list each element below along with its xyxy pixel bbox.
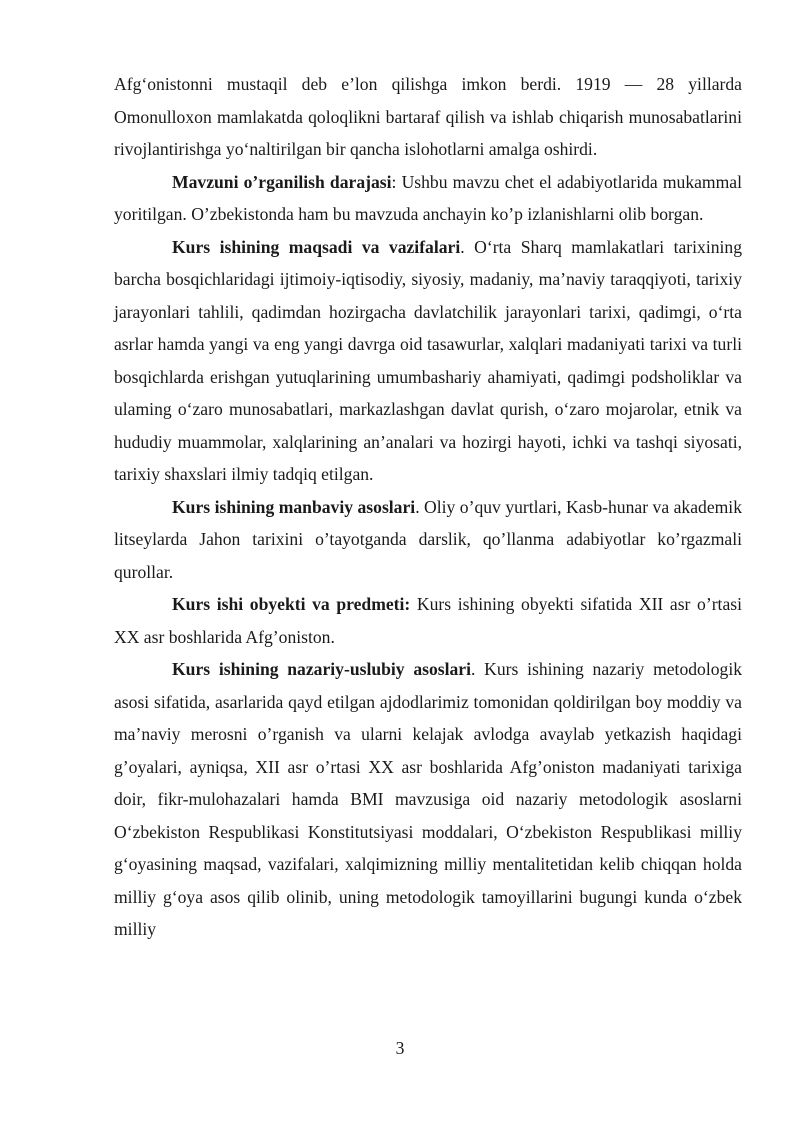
paragraph-heading: Kurs ishining maqsadi va vazifalari (172, 236, 461, 257)
paragraph-study-level (114, 166, 742, 231)
paragraph-sources (114, 491, 742, 589)
paragraph-body: . Oliy o’quv yurtlari, Kasb-hunar va akademik litseylarda Jahon tarixini o’tayotganda darslik, qo’llanma adabiyotlar ko’rgazmali qurollar. (114, 496, 742, 582)
paragraph-continuation (114, 68, 742, 166)
paragraph-body: : Ushbu mavzu chet el adabiyotlarida mukammal yoritilgan. O’zbekistonda ham bu mavzuda anchayin ko’p izlanishlarni olib borgan. (114, 171, 743, 224)
paragraph-theoretical-basis (114, 653, 742, 946)
paragraph-heading: Kurs ishining nazariy-uslubiy asoslari (172, 659, 472, 679)
paragraph-body: Kurs ishining obyekti sifatida XII asr o’rtasi XX asr boshlarida Afg’oniston. (114, 594, 742, 647)
paragraph-body: . O‘rta Sharq mamlakatlari tarixining barcha bosqichlaridagi ijtimoiy-iqtisodiy, siyosiy, madaniy, ma’naviy taraqqiyoti, tarixiy jarayonlari tahlili, qadimdan hozirgacha davlatchilik jarayonlari tarixi, qadimgi, o‘rta asrlar hamda yangi va eng yangi davrga oid tasawurlar, xalqlari madaniyati tarixi va turli bosqichlarda erishgan yutuqlarining umumbashariy ahamiyati, qadimgi podsholiklar va ulaming o‘zaro munosabatlari, markazlashgan davlat qurish, o‘zaro mojarolar, etnik va hududiy muammolar, xalqlarining an’analari va hozirgi hayoti, ichki va tashqi siyosati, tarixiy shaxslari ilmiy tadqiq etilgan. (114, 236, 742, 484)
paragraph-body: Afg‘onistonni mustaqil deb e’lon qilishga imkon berdi. 1919 — 28 yillarda Omonulloxon mamlakatda qoloqlikni bartaraf qilish va ishlab chiqarish munosabatlarini rivojlantirishga yo‘naltirilgan bir qancha islohotlarni amalga oshirdi. (114, 74, 742, 159)
paragraph-body: . Kurs ishining nazariy metodologik asosi sifatida, asarlarida qayd etilgan ajdodlarimiz tomonidan qoldirilgan boy moddiy va ma’naviy merosni o’rganish va ularni kelajak avlodga avaylab yetkazish haqidagi g’oyalari, ayniqsa, XII asr o’rtasi XX asr boshlarida Afg’oniston madaniyati tarixiga doir, fikr-mulohazalari hamda BMI mavzusiga oid nazariy metodologik asoslarni O‘zbekiston Respublikasi Konstitutsiyasi moddalari, O‘zbekiston Respublikasi milliy g‘oyasining maqsad, vazifalari, xalqimizning milliy mentalitetidan kelib chiqqan holda milliy g‘oya asos qilib olinib, uning metodologik tamoyillarini bugungi kunda o‘zbek milliy (114, 659, 743, 939)
page-number: 3 (395, 1038, 405, 1058)
page-text (114, 68, 742, 946)
paragraph-object-subject (114, 588, 742, 653)
paragraph-goals-tasks (114, 231, 742, 491)
paragraph-heading: Kurs ishi obyekti va predmeti: (172, 594, 411, 614)
paragraph-heading: Kurs ishining manbaviy asoslari (172, 496, 416, 517)
paragraph-heading: Mavzuni o’rganilish darajasi (172, 171, 392, 192)
